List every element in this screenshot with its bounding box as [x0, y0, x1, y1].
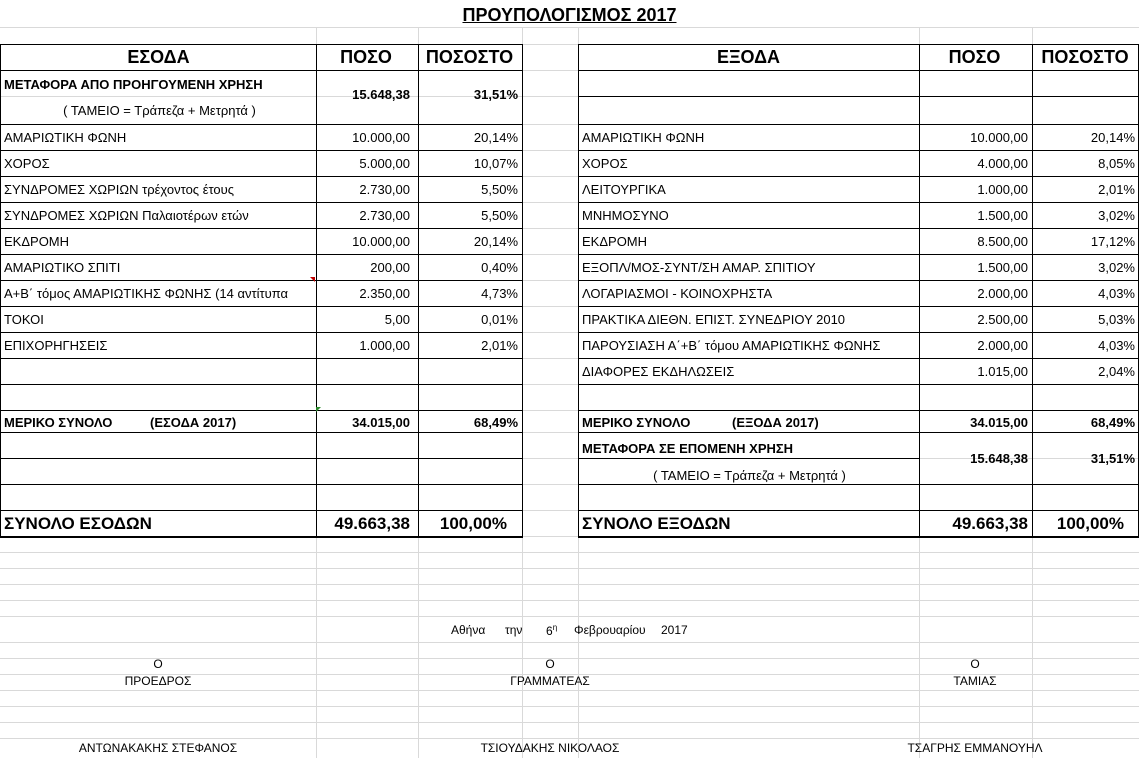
- income-row-label: ΕΠΙΧΟΡΗΓΗΣΕΙΣ: [4, 338, 108, 353]
- expenses-subtotal-label: ΜΕΡΙΚΟ ΣΥΝΟΛΟ: [582, 415, 691, 430]
- expense-row-amount: 10.000,00: [970, 130, 1028, 145]
- comment-indicator[interactable]: [310, 277, 315, 282]
- expense-row-amount: 2.000,00: [977, 338, 1028, 353]
- president-role: ΠΡΟΕΔΡΟΣ: [124, 674, 192, 688]
- income-border-row: [0, 254, 522, 255]
- expense-row-amount: 1.500,00: [977, 208, 1028, 223]
- expenses-carry-percent: 31,51%: [1090, 451, 1135, 466]
- income-border-col: [522, 44, 523, 537]
- income-row-label: ΕΚΔΡΟΜΗ: [4, 234, 70, 249]
- income-border-row: [0, 432, 522, 433]
- income-border-row: [0, 176, 522, 177]
- expenses-subtotal-amount: 34.015,00: [970, 415, 1028, 430]
- expenses-subtotal-label2: (ΕΞΟΔΑ 2017): [732, 415, 819, 430]
- expense-row-label: ΕΚΔΡΟΜΗ: [582, 234, 648, 249]
- gridline-row: [0, 722, 1139, 723]
- expenses-border-row: [578, 280, 1139, 281]
- income-total-label: ΣΥΝΟΛΟ ΕΣΟΔΩΝ: [4, 514, 152, 533]
- expenses-border-row: [578, 44, 1139, 45]
- expenses-border-row: [578, 96, 1139, 97]
- expenses-border-row: [578, 432, 1139, 433]
- expense-row-percent: 8,05%: [1098, 156, 1135, 171]
- expenses-border-row: [578, 510, 1139, 511]
- gridline-row: [0, 27, 1139, 28]
- footer-month: Φεβρουαρίου: [574, 623, 646, 637]
- income-row-label: Α+Β΄ τόμος ΑΜΑΡΙΩΤΙΚΗΣ ΦΩΝΗΣ (14 αντίτυπα: [4, 286, 289, 301]
- income-border-row: [0, 150, 522, 151]
- expenses-border-row: [578, 358, 1139, 359]
- income-row-amount: 10.000,00: [352, 130, 410, 145]
- expense-row-label: ΛΟΓΑΡΙΑΣΜΟΙ - ΚΟΙΝΟΧΡΗΣΤΑ: [582, 286, 773, 301]
- income-border-row: [0, 306, 522, 307]
- gridline-row: [0, 642, 1139, 643]
- income-border-row: [0, 358, 522, 359]
- income-border-row: [0, 384, 522, 385]
- expenses-border-row: [578, 176, 1139, 177]
- president-name: ΑΝΤΩΝΑΚΑΚΗΣ ΣΤΕΦΑΝΟΣ: [78, 741, 238, 755]
- expense-row-percent: 4,03%: [1098, 338, 1135, 353]
- treasurer-name: ΤΣΑΓΡΗΣ ΕΜΜΑΝΟΥΗΛ: [907, 741, 1043, 755]
- expenses-subtotal-percent: 68,49%: [1090, 415, 1135, 430]
- income-border-row: [0, 202, 522, 203]
- income-row-percent: 4,73%: [481, 286, 518, 301]
- expense-row-label: ΑΜΑΡΙΩΤΙΚΗ ΦΩΝΗ: [582, 130, 705, 145]
- gridline-row: [0, 738, 1139, 739]
- income-border-row: [0, 280, 522, 281]
- expenses-border-col: [578, 44, 579, 537]
- footer-word: την: [505, 623, 523, 637]
- income-row-amount: 10.000,00: [352, 234, 410, 249]
- income-row-amount: 1.000,00: [359, 338, 410, 353]
- expense-row-percent: 3,02%: [1098, 208, 1135, 223]
- income-row-amount: 5,00: [384, 312, 410, 327]
- expenses-border-row: [578, 124, 1139, 125]
- expenses-carry-amount: 15.648,38: [970, 451, 1028, 466]
- income-border-row: [0, 510, 522, 511]
- expenses-border-row: [578, 228, 1139, 229]
- expenses-total-amount: 49.663,38: [952, 514, 1028, 533]
- expense-row-percent: 3,02%: [1098, 260, 1135, 275]
- income-border-row: [0, 332, 522, 333]
- expense-row-amount: 1.015,00: [977, 364, 1028, 379]
- expenses-border-row: [578, 306, 1139, 307]
- income-row-label: ΤΟΚΟΙ: [4, 312, 44, 327]
- expense-row-label: ΠΑΡΟΥΣΙΑΣΗ Α΄+Β΄ τόμου ΑΜΑΡΙΩΤΙΚΗΣ ΦΩΝΗΣ: [582, 338, 881, 353]
- expense-row-percent: 2,04%: [1098, 364, 1135, 379]
- expenses-border-row: [578, 254, 1139, 255]
- expense-row-label: ΠΡΑΚΤΙΚΑ ΔΙΕΘΝ. ΕΠΙΣΤ. ΣΥΝΕΔΡΙΟΥ 2010: [582, 312, 846, 327]
- treasurer-role: ΤΑΜΙΑΣ: [953, 674, 997, 688]
- income-row-label: ΣΥΝΔΡΟΜΕΣ ΧΩΡΙΩΝ Παλαιοτέρων ετών: [4, 208, 249, 223]
- footer-day-number: 6: [546, 624, 553, 638]
- expenses-total-percent: 100,00%: [1056, 514, 1124, 533]
- income-row-percent: 5,50%: [481, 182, 518, 197]
- income-border-row: [0, 228, 522, 229]
- gridline-row: [0, 706, 1139, 707]
- expenses-border-row: [578, 70, 1139, 71]
- income-row-percent: 10,07%: [473, 156, 518, 171]
- expense-row-amount: 4.000,00: [977, 156, 1028, 171]
- expense-row-amount: 8.500,00: [977, 234, 1028, 249]
- gridline-row: [0, 616, 1139, 617]
- gridline-row: [0, 600, 1139, 601]
- expenses-carry-note: ( ΤΑΜΕΙΟ = Τράπεζα + Μετρητά ): [653, 468, 846, 483]
- income-border-bottom: [0, 536, 523, 538]
- secretary-role: ΓΡΑΜΜΑΤΕΑΣ: [510, 674, 590, 688]
- income-row-label: ΧΟΡΟΣ: [4, 156, 50, 171]
- income-subtotal-percent: 68,49%: [473, 415, 518, 430]
- expense-row-label: ΛΕΙΤΟΥΡΓΙΚΑ: [582, 182, 666, 197]
- income-row-label: ΑΜΑΡΙΩΤΙΚΗ ΦΩΝΗ: [4, 130, 127, 145]
- expenses-border-row: [578, 384, 1139, 385]
- expense-row-percent: 20,14%: [1090, 130, 1135, 145]
- gridline-row: [0, 552, 1139, 553]
- income-row-amount: 2.730,00: [359, 182, 410, 197]
- income-row-amount: 2.730,00: [359, 208, 410, 223]
- expense-row-percent: 17,12%: [1090, 234, 1135, 249]
- income-row-label: ΑΜΑΡΙΩΤΙΚΟ ΣΠΙΤΙ: [4, 260, 121, 275]
- expense-row-amount: 1.500,00: [977, 260, 1028, 275]
- income-header-amount: ΠΟΣΟ: [340, 47, 392, 67]
- income-total-percent: 100,00%: [439, 514, 507, 533]
- income-row-label: ΣΥΝΔΡΟΜΕΣ ΧΩΡΙΩΝ τρέχοντος έτους: [4, 182, 235, 197]
- expense-row-amount: 2.500,00: [977, 312, 1028, 327]
- income-row-percent: 0,40%: [481, 260, 518, 275]
- income-total-amount: 49.663,38: [334, 514, 410, 533]
- income-carry-note: ( ΤΑΜΕΙΟ = Τράπεζα + Μετρητά ): [63, 103, 256, 118]
- expenses-border-row: [578, 150, 1139, 151]
- expenses-header-label: ΕΞΟΔΑ: [716, 47, 781, 67]
- expenses-header-amount: ΠΟΣΟ: [948, 47, 1001, 67]
- income-border-row: [0, 484, 522, 485]
- income-row-percent: 0,01%: [481, 312, 518, 327]
- income-header-percent: ΠΟΣΟΣΤΟ: [425, 47, 514, 67]
- expenses-header-percent: ΠΟΣΟΣΤΟ: [1041, 47, 1129, 67]
- income-border-row: [0, 458, 522, 459]
- income-subtotal-label2: (ΕΣΟΔΑ 2017): [150, 415, 237, 430]
- income-header-label: ΕΣΟΔΑ: [127, 47, 190, 67]
- president-article: Ο: [153, 657, 163, 671]
- footer-year: 2017: [661, 623, 688, 637]
- income-row-percent: 20,14%: [473, 234, 518, 249]
- income-row-amount: 200,00: [370, 260, 410, 275]
- expenses-border-row: [578, 484, 1139, 485]
- footer-day-suffix: η: [552, 623, 558, 632]
- expense-row-amount: 2.000,00: [977, 286, 1028, 301]
- income-carry-amount: 15.648,38: [352, 87, 410, 102]
- income-carry-label: ΜΕΤΑΦΟΡΑ ΑΠΟ ΠΡΟΗΓΟΥΜΕΝΗ ΧΡΗΣΗ: [4, 77, 263, 92]
- income-carry-percent: 31,51%: [473, 87, 518, 102]
- income-row-amount: 5.000,00: [359, 156, 410, 171]
- income-subtotal-amount: 34.015,00: [352, 415, 410, 430]
- expense-row-label: ΔΙΑΦΟΡΕΣ ΕΚΔΗΛΩΣΕΙΣ: [582, 364, 735, 379]
- secretary-article: Ο: [545, 657, 555, 671]
- income-row-percent: 20,14%: [473, 130, 518, 145]
- document-title: ΠΡΟΥΠΟΛΟΓΙΣΜΟΣ 2017: [462, 5, 677, 25]
- income-border-row: [0, 44, 522, 45]
- expense-row-label: ΧΟΡΟΣ: [582, 156, 628, 171]
- expenses-carry-label: ΜΕΤΑΦΟΡΑ ΣΕ ΕΠΟΜΕΝΗ ΧΡΗΣΗ: [582, 441, 794, 456]
- footer-city: Αθήνα: [451, 623, 486, 637]
- expense-row-label: ΕΞΟΠΛ/ΜΟΣ-ΣΥΝΤ/ΣΗ ΑΜΑΡ. ΣΠΙΤΙΟΥ: [582, 260, 816, 275]
- expense-row-percent: 5,03%: [1098, 312, 1135, 327]
- gridline-row: [0, 584, 1139, 585]
- expenses-border-row: [578, 332, 1139, 333]
- expense-row-label: ΜΝΗΜΟΣΥΝΟ: [582, 208, 669, 223]
- error-indicator[interactable]: [316, 407, 321, 412]
- expenses-border-row: [578, 202, 1139, 203]
- expense-row-amount: 1.000,00: [977, 182, 1028, 197]
- expense-row-percent: 4,03%: [1098, 286, 1135, 301]
- income-border-col: [0, 44, 1, 537]
- expenses-total-label: ΣΥΝΟΛΟ ΕΞΟΔΩΝ: [582, 514, 731, 533]
- gridline-row: [0, 568, 1139, 569]
- expense-row-percent: 2,01%: [1098, 182, 1135, 197]
- income-row-amount: 2.350,00: [359, 286, 410, 301]
- income-subtotal-label: ΜΕΡΙΚΟ ΣΥΝΟΛΟ: [4, 415, 113, 430]
- gridline-row: [0, 690, 1139, 691]
- income-row-percent: 2,01%: [481, 338, 518, 353]
- footer-day: [546, 624, 557, 637]
- secretary-name: ΤΣΙΟΥΔΑΚΗΣ ΝΙΚΟΛΑΟΣ: [480, 741, 620, 755]
- treasurer-article: Ο: [970, 657, 980, 671]
- expenses-border-row: [578, 410, 1139, 411]
- income-row-percent: 5,50%: [481, 208, 518, 223]
- expenses-border-row: [578, 458, 919, 459]
- income-border-row: [0, 124, 522, 125]
- income-border-row: [0, 70, 522, 71]
- expenses-border-bottom: [578, 536, 1139, 538]
- income-border-row: [0, 410, 522, 411]
